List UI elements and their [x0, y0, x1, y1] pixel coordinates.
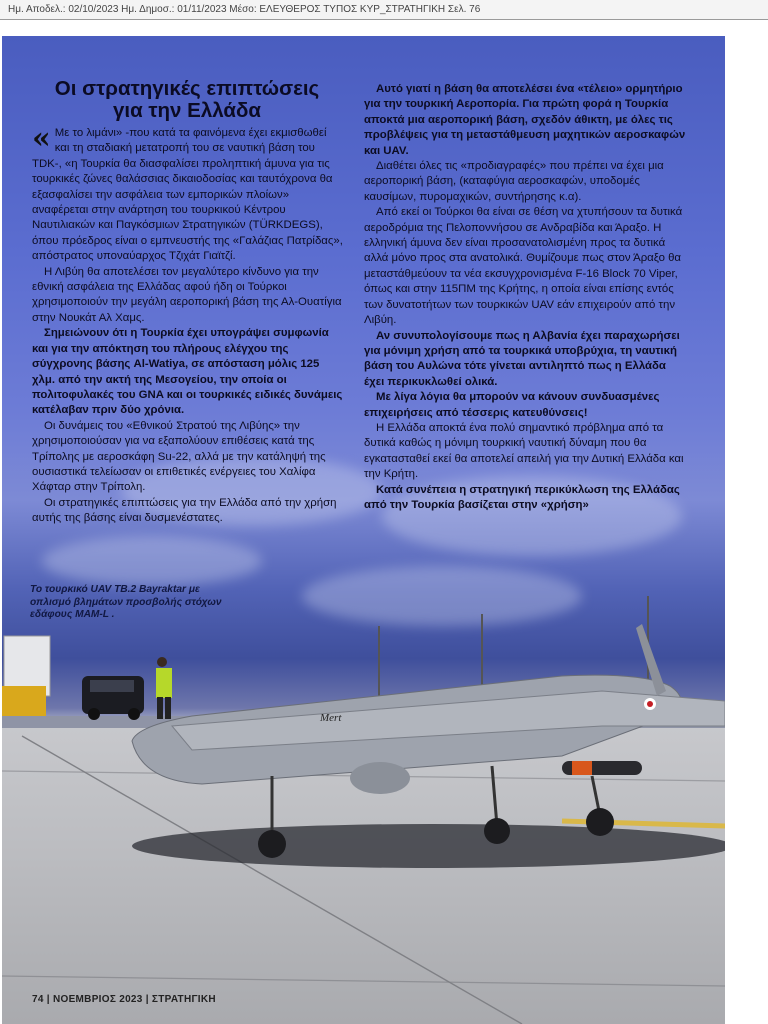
suv-wheel	[128, 708, 140, 720]
worker-vest	[156, 668, 172, 698]
right-text-column	[364, 82, 686, 513]
worker-leg	[165, 697, 171, 719]
body-paragraph: Οι δυνάμεις του «Εθνικού Στρατού της Λιβύης» την χρησιμοποιούσαν για να εξαπολύουν επιθέσεις κατά της Τρίπολης με αεροσκάφη Su-22, αλλά με την κατάληψή της ουσιαστικά τελείωσαν οι επιθετικές ενέργειες του Χαλίφα Χάφταρ στην Τρίπολη.	[32, 419, 326, 494]
suv-wheel	[88, 708, 100, 720]
article-title-line: για την Ελλάδα	[112, 99, 262, 122]
photo-caption: Το τουρκικό UAV TB.2 Bayraktar με οπλισμό βλημάτων προσβολής στόχων εδάφους MAM-L .	[30, 584, 222, 620]
body-paragraph-bold: Σημειώνουν ότι η Τουρκία έχει υπογράψει συμφωνία και για την απόκτηση του πλήρους ελέγχου της σύγχρονης βάσης Al-Watiya, σε απόσταση μόλις 125 χλμ. από την ακτή της Μεσογείου, την οποία οι πολιτοφυλακές του GNA και οι τουρκικές ειδικές δυνάμεις κατέλαβαν πριν δύο χρόνια.	[32, 327, 343, 417]
worker-leg	[157, 697, 163, 719]
body-paragraph: Από εκεί οι Τούρκοι θα είναι σε θέση να χτυπήσουν τα δυτικά αεροδρόμια της Πελοποννήσου σε Ανδραβίδα και Άραξο. Η ελληνική άμυνα δεν είναι προσανατολισμένη προς τα δυτικά αλλά μόνο προς στα ανατολικά. Θυμίζουμε πως στον Άραξο θα μεταστάθμεύουν τα νέα εκσυγχρονισμένα F-16 Block 70 Viper, όπως και στην 115ΠΜ της Κρήτης, η οποία είναι επίσης εντός των δυνατοτήτων των τουρκικών UAV εάν επιχειρούν από την Λιβύη.	[364, 206, 683, 327]
opening-quote-mark: «	[32, 121, 51, 156]
munition-band	[572, 761, 592, 775]
landing-gear-wheel	[586, 808, 614, 836]
clipping-metadata-bar	[0, 0, 768, 20]
worker-head	[157, 657, 167, 667]
article-title	[32, 78, 342, 122]
body-paragraph-bold: Αν συνυπολογίσουμε πως η Αλβανία έχει παραχωρήσει για μόνιμη χρήση από τα τουρκικά υποβρύχια, τη ναυτική βάση του Αυλώνα τότε γίνεται αντιληπτό πως η Ελλάδα έχει περικυκλωθεί ολικά.	[364, 329, 680, 388]
body-paragraph-bold: Αυτό γιατί η βάση θα αποτελέσει ένα «τέλειο» ορμητήριο για την τουρκική Αεροπορία. Για πρώτη φορά η Τουρκία αποκτά μια αεροπορική βάση, σχεδόν άθικτη, με όλες τις προβλέψεις για τη μεταστάθμευση μαχητικών αεροσκαφών και UAV.	[364, 83, 686, 157]
clipping-metadata-text: Ημ. Αποδελ.: 02/10/2023 Ημ. Δημοσ.: 01/11/2023 Μέσο: ΕΛΕΥΘΕΡΟΣ ΤΥΠΟΣ ΚΥΡ_ΣΤΡΑΤΗΓΙΚΗ Σελ. 76	[8, 4, 481, 15]
turkish-roundel-inner	[647, 701, 653, 707]
body-paragraph-bold: Κατά συνέπεια η στρατηγική περικύκλωση της Ελλάδας από την Τουρκία βασίζεται στην «χρήση»	[364, 483, 680, 511]
article-title-line: Οι στρατηγικές επιπτώσεις	[54, 77, 320, 100]
suv-window	[90, 680, 134, 692]
nose-marking: Mert	[320, 712, 342, 724]
tarmac-seam	[2, 976, 725, 986]
landing-gear-wheel	[258, 830, 286, 858]
drone-shadow	[132, 824, 725, 868]
page-footer: 74 | ΝΟΕΜΒΡΙΟΣ 2023 | ΣΤΡΑΤΗΓΙΚΗ	[32, 994, 216, 1005]
body-paragraph: Οι στρατηγικές επιπτώσεις για την Ελλάδα από την χρήση αυτής της βάσης είναι δυσμενέστατες.	[32, 496, 337, 525]
body-paragraph: Με το λιμάνι» -που κατά τα φαινόμενα έχει εκμισθωθεί και τη σταδιακή μετατροπή του σε ναυτική βάση του TDK-, «η Τουρκία θα διασφαλίσει προληπτική άμυνα για τις τουρκικές ζώνες θαλάσσιας δικαιοδοσίας και ταυτόχρονα θα εξασφαλίσει την ασφάλεια των εμπορικών πλοίων» αναφέρεται στην ανάρτηση του τουρκικού Κέντρου Ναυτιλιακών και Παγκόσμιων Στρατηγικών (TÜRKDEGS), όπου πρόεδρος είναι ο εμπνευστής της «Γαλάζιας Πατρίδας», απόστρατος υποναύαρχος Τζιχάτ Γιαϊτζί.	[32, 127, 343, 263]
left-text-column	[32, 121, 344, 527]
body-paragraph: Η Λιβύη θα αποτελέσει τον μεγαλύτερο κίνδυνο για την εθνική ασφάλεια της Ελλάδας αφού ήδη οι Τούρκοι χρησιμοποιούν την μεγάλη αεροπορική βάση της Αλ-Ουατίγια στην Νουκάτ Αλ Χαμς.	[32, 265, 342, 324]
yellow-ground-cart	[2, 686, 46, 716]
landing-gear-wheel	[484, 818, 510, 844]
magazine-page	[2, 36, 725, 1024]
body-paragraph: Διαθέτει όλες τις «προδιαγραφές» που πρέπει να έχει μια αεροπορική βάση, (καταφύγια αεροσκαφών, υποδομές καυσίμων, πυρομαχικών, συντήρησης κ.α).	[364, 160, 664, 203]
sensor-pod	[350, 762, 410, 794]
body-paragraph: Η Ελλάδα αποκτά ένα πολύ σημαντικό πρόβλημα από τα δυτικά καθώς η μόνιμη τουρκική ναυτική δύναμη που θα εγκατασταθεί εκεί θα αποτελεί απειλή για την Δυτική Ελλάδα και την Κρήτη.	[364, 421, 684, 481]
landing-gear-strut	[492, 766, 497, 826]
body-paragraph-bold: Με λίγα λόγια θα μπορούν να κάνουν συνδυασμένες επιχειρήσεις από τέσσερις κατευθύνσεις!	[364, 391, 660, 419]
